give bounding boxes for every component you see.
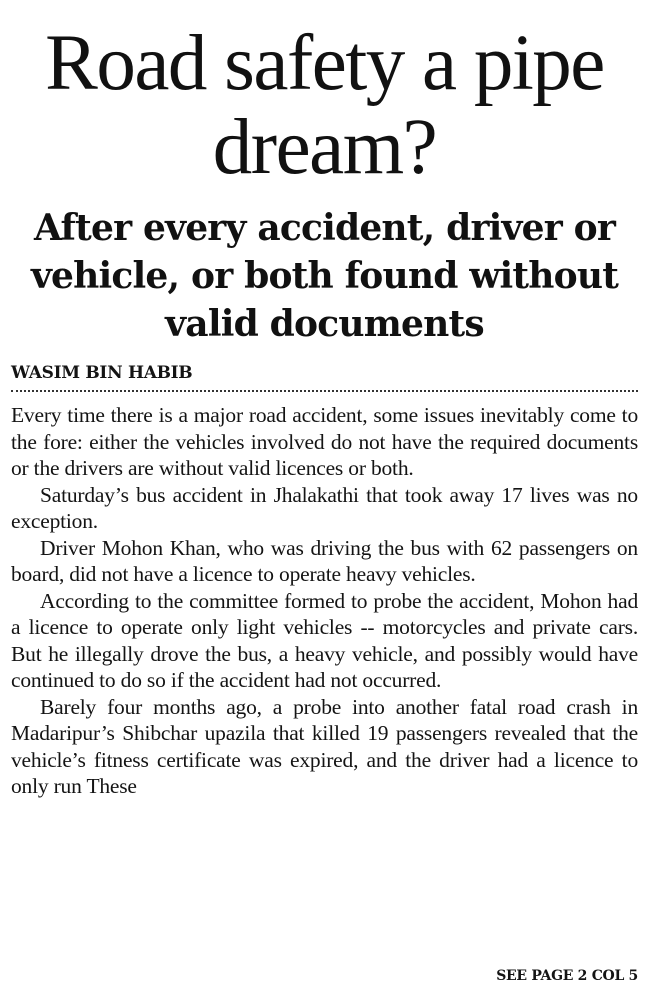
paragraph: Saturday’s bus accident in Jhalakathi that took away 17 lives was no exception. (11, 482, 638, 533)
continued-jump-line: SEE PAGE 2 COL 5 (496, 968, 638, 984)
headline: Road safety a pipe dream? (45, 20, 604, 191)
paragraph: Barely four months ago, a probe into another fatal road crash in Madaripur’s Shibchar upazila that killed 19 passengers revealed that the vehicle’s fitness certificate was expired, and the driver had a licence to only run These (11, 694, 638, 798)
byline: WASIM BIN HABIB (11, 363, 193, 383)
dotted-divider (11, 390, 638, 392)
subheadline: After every accident, driver or vehicle, or both found without valid documents (30, 207, 619, 345)
article-body (11, 402, 638, 800)
paragraph: Every time there is a major road accident, some issues inevitably come to the fore: either the vehicles involved do not have the required documents or the drivers are without valid licences or both. (11, 403, 638, 480)
paragraph: Driver Mohon Khan, who was driving the bus with 62 passengers on board, did not have a licence to operate heavy vehicles. (11, 535, 638, 586)
paragraph: According to the committee formed to probe the accident, Mohon had a licence to operate only light vehicles -- motorcycles and private cars. But he illegally drove the bus, a heavy vehicle, and possibly would have continued to do so if the accident had not occurred. (11, 588, 638, 692)
newspaper-page (0, 22, 649, 1006)
